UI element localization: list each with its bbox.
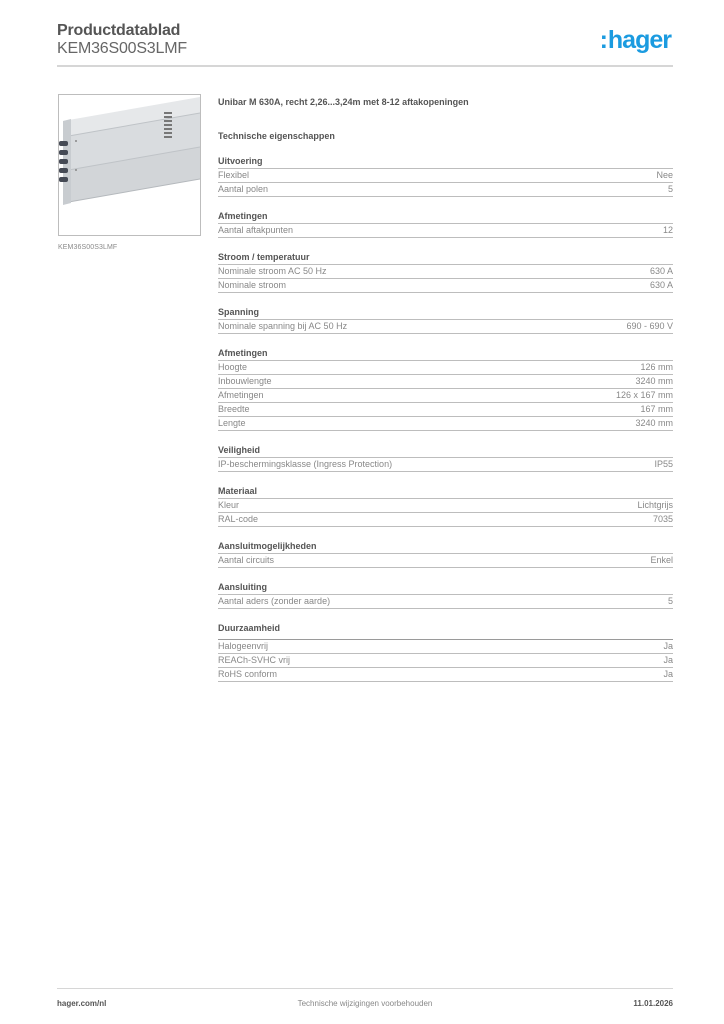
product-description: Unibar M 630A, recht 2,26...3,24m met 8-12 aftakopeningen xyxy=(218,97,469,107)
spec-row xyxy=(218,375,673,389)
spec-row xyxy=(218,265,673,279)
spec-label: Hoogte xyxy=(218,362,248,372)
section-spanning xyxy=(218,306,673,334)
spec-value: Nee xyxy=(656,170,673,180)
spec-label: Kleur xyxy=(218,500,240,510)
section-title: Aansluiting xyxy=(218,581,673,595)
spec-label: Nominale stroom xyxy=(218,280,287,290)
section-title: Aansluitmogelijkheden xyxy=(218,540,673,554)
spec-label: IP-beschermingsklasse (Ingress Protection) xyxy=(218,459,393,469)
section-title: Afmetingen xyxy=(218,210,673,224)
product-image xyxy=(58,94,201,236)
spec-value: 5 xyxy=(667,184,673,194)
section-materiaal xyxy=(218,485,673,527)
spec-row xyxy=(218,417,673,431)
section-title: Veiligheid xyxy=(218,444,673,458)
spec-row xyxy=(218,595,673,609)
spec-label: Halogeenvrij xyxy=(218,641,269,651)
spec-value: Lichtgrijs xyxy=(637,500,673,510)
spec-value: Enkel xyxy=(650,555,673,565)
spec-label: Breedte xyxy=(218,404,250,414)
section-title: Afmetingen xyxy=(218,347,673,361)
spec-row xyxy=(218,654,673,668)
specifications xyxy=(218,96,673,682)
spec-value: 3240 mm xyxy=(635,376,673,386)
section-uitvoering xyxy=(218,155,673,197)
section-title: Uitvoering xyxy=(218,155,673,169)
spec-label: Nominale stroom AC 50 Hz xyxy=(218,266,327,276)
logo-text: hager xyxy=(607,26,671,54)
spec-label: Lengte xyxy=(218,418,246,428)
spec-value: 167 mm xyxy=(640,404,673,414)
spec-row xyxy=(218,403,673,417)
spec-value: 126 x 167 mm xyxy=(615,390,673,400)
spec-row xyxy=(218,224,673,238)
section-afmetingen-1 xyxy=(218,210,673,238)
header-divider xyxy=(57,65,673,67)
spec-value: IP55 xyxy=(654,459,673,469)
section-afmetingen-2 xyxy=(218,347,673,431)
section-title: Spanning xyxy=(218,306,673,320)
spec-value: Ja xyxy=(663,669,673,679)
spec-value: 5 xyxy=(667,596,673,606)
section-duurzaamheid xyxy=(218,622,673,682)
section-title: Stroom / temperatuur xyxy=(218,251,673,265)
footer-divider xyxy=(57,988,673,989)
spec-label: Inbouwlengte xyxy=(218,376,272,386)
spec-row xyxy=(218,183,673,197)
spec-row xyxy=(218,389,673,403)
spec-value: 126 mm xyxy=(640,362,673,372)
spec-row xyxy=(218,361,673,375)
website-link[interactable]: hager.com/nl xyxy=(57,999,107,1008)
spec-row xyxy=(218,668,673,682)
product-code: KEM36S00S3LMF xyxy=(57,40,187,57)
spec-value: Ja xyxy=(663,641,673,651)
spec-value: 630 A xyxy=(649,266,673,276)
spec-label: Flexibel xyxy=(218,170,250,180)
section-aansluitmogelijkheden xyxy=(218,540,673,568)
spec-label: Aantal circuits xyxy=(218,555,275,565)
spec-label: Aantal aders (zonder aarde) xyxy=(218,596,331,606)
section-aansluiting xyxy=(218,581,673,609)
spec-label: Afmetingen xyxy=(218,390,264,400)
spec-value: 630 A xyxy=(649,280,673,290)
document-date: 11.01.2026 xyxy=(633,999,673,1008)
spec-label: RoHS conform xyxy=(218,669,278,679)
busbar-illustration xyxy=(59,95,200,235)
spec-label: Aantal polen xyxy=(218,184,269,194)
spec-row xyxy=(218,640,673,654)
disclaimer: Technische wijzigingen voorbehouden xyxy=(297,999,433,1008)
spec-row xyxy=(218,499,673,513)
spec-row xyxy=(218,169,673,183)
spec-row xyxy=(218,279,673,293)
section-stroom-temperatuur xyxy=(218,251,673,293)
spec-label: REACh-SVHC vrij xyxy=(218,655,291,665)
document-title: Productdatablad xyxy=(57,22,181,39)
spec-label: RAL-code xyxy=(218,514,259,524)
section-veiligheid xyxy=(218,444,673,472)
hager-logo xyxy=(600,26,671,54)
spec-value: 690 - 690 V xyxy=(626,321,673,331)
section-title: Duurzaamheid xyxy=(218,622,673,640)
tech-properties-title: Technische eigenschappen xyxy=(218,131,335,141)
spec-row xyxy=(218,554,673,568)
spec-value: 7035 xyxy=(652,514,673,524)
spec-value: 3240 mm xyxy=(635,418,673,428)
spec-row xyxy=(218,320,673,334)
image-caption: KEM36S00S3LMF xyxy=(58,244,118,251)
section-title: Materiaal xyxy=(218,485,673,499)
spec-value: 12 xyxy=(662,225,673,235)
spec-label: Nominale spanning bij AC 50 Hz xyxy=(218,321,348,331)
page-footer xyxy=(57,999,673,1011)
spec-value: Ja xyxy=(663,655,673,665)
logo-colon: : xyxy=(599,26,607,54)
spec-row xyxy=(218,513,673,527)
spec-label: Aantal aftakpunten xyxy=(218,225,294,235)
spec-row xyxy=(218,458,673,472)
page-header xyxy=(57,22,673,58)
